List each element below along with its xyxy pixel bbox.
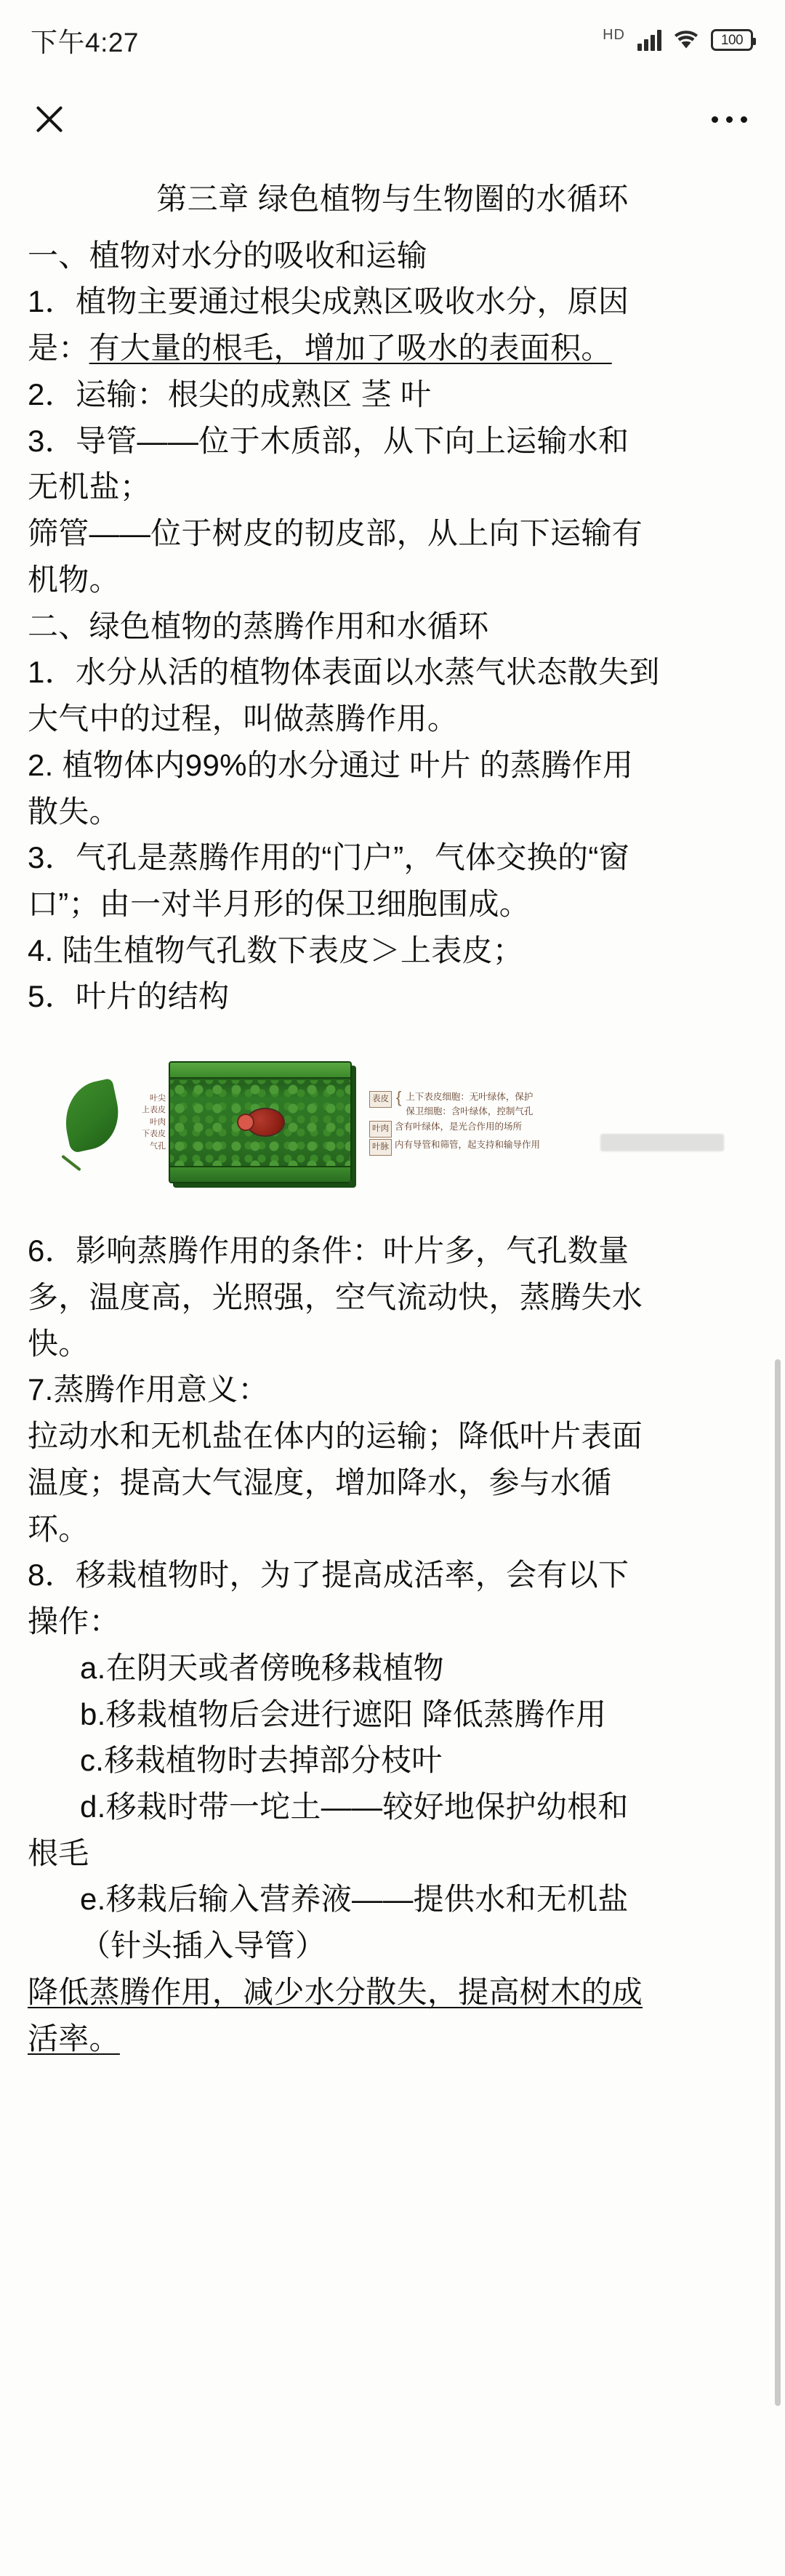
figure-label: 叶肉	[150, 1117, 166, 1127]
figure-label: 上表皮	[142, 1106, 166, 1115]
body-line: 2. 植物体内99%的水分通过 叶片 的蒸腾作用	[28, 747, 634, 782]
closing-line	[28, 2016, 757, 2061]
figure-note-tag: 叶肉	[369, 1121, 392, 1138]
status-bar	[0, 0, 785, 80]
body-line: 8．移栽植物时，为了提高成活率，会有以下	[28, 1558, 629, 1593]
more-options-icon[interactable]	[712, 116, 747, 123]
body-line-prefix: 是：	[28, 331, 89, 366]
list-item: e.移栽后输入营养液——提供水和无机盐	[80, 1882, 629, 1917]
figure-label: 叶尖	[150, 1093, 166, 1103]
wifi-icon	[674, 30, 699, 50]
list-item: （针头插入导管）	[80, 1928, 326, 1963]
body-line: 无机盐；	[28, 470, 151, 504]
closing-line	[28, 1970, 757, 2015]
figure-label: 下表皮	[142, 1130, 166, 1139]
list-item: c.移栽植物时去掉部分枝叶	[80, 1743, 443, 1778]
section-heading-2: 二、绿色植物的蒸腾作用和水循环	[28, 608, 489, 643]
leaf-icon	[55, 1079, 125, 1166]
figure-note-item: 上下表皮细胞：无叶绿体，保护	[406, 1091, 534, 1102]
body-line: 1．水分从活的植物体表面以水蒸气状态散失到	[28, 655, 660, 690]
figure-label: 气孔	[150, 1141, 166, 1151]
underlined-text: 活率。	[28, 2021, 120, 2056]
nav-bar	[0, 80, 785, 158]
hd-icon: HD	[603, 27, 625, 43]
underlined-text: 有大量的根毛，增加了吸水的表面积。	[89, 331, 612, 366]
leaf-cross-section-illustration	[169, 1061, 352, 1183]
body-line: 1．植物主要通过根尖成熟区吸收水分，原因	[28, 284, 629, 319]
figure-notes	[352, 1087, 757, 1156]
section-heading-1: 一、植物对水分的吸收和运输	[28, 238, 427, 273]
list-item: 根毛	[28, 1835, 89, 1870]
figure-note-items	[406, 1090, 533, 1119]
scrollbar[interactable]	[775, 1359, 781, 2406]
page-title: 第三章 绿色植物与生物圈的水循环	[156, 182, 629, 216]
body-line: 3．气孔是蒸腾作用的“门户”，气体交换的“窗	[28, 840, 629, 875]
body-line: 快。	[28, 1326, 89, 1361]
close-icon[interactable]	[31, 100, 68, 138]
body-line: 口”；由一对半月形的保卫细胞围成。	[28, 886, 531, 921]
figure-note-tag: 表皮	[369, 1091, 392, 1108]
document-body	[0, 179, 785, 2061]
figure-note-tag: 叶脉	[369, 1139, 392, 1156]
body-line: 大气中的过程，叫做蒸腾作用。	[28, 701, 459, 736]
figure-note-row	[369, 1087, 757, 1119]
figure-note-item: 含有叶绿体，是光合作用的场所	[395, 1121, 523, 1132]
body-line: 3．导管——位于木质部，从下向上运输水和	[28, 423, 629, 458]
body-line: 环。	[28, 1511, 89, 1546]
leaf-structure-figure	[28, 1050, 757, 1195]
status-time: 下午4:27	[31, 28, 140, 57]
body-line	[28, 326, 757, 371]
signal-icon	[637, 29, 661, 51]
body-line: 温度；提高大气湿度，增加降水，参与水循	[28, 1465, 612, 1500]
figure-watermark	[600, 1134, 724, 1151]
figure-note-items	[395, 1119, 522, 1135]
body-line: 拉动水和无机盐在体内的运输；降低叶片表面	[28, 1419, 643, 1454]
body-line: 机物。	[28, 562, 120, 597]
status-indicators	[603, 28, 753, 52]
figure-leaf-labels	[129, 1092, 169, 1153]
body-line: 7.蒸腾作用意义：	[28, 1372, 269, 1407]
battery-icon	[711, 29, 753, 51]
body-line: 5．叶片的结构	[28, 979, 230, 1014]
body-line: 操作：	[28, 1604, 120, 1639]
figure-note-item: 内有导管和筛管，起支持和输导作用	[395, 1139, 541, 1150]
list-item: a.在阴天或者傍晚移栽植物	[80, 1650, 444, 1685]
figure-note-item: 保卫细胞：含叶绿体，控制气孔	[406, 1106, 534, 1117]
body-line: 多，温度高，光照强，空气流动快，蒸腾失水	[28, 1279, 643, 1314]
list-item: b.移栽植物后会进行遮阳 降低蒸腾作用	[80, 1696, 607, 1731]
underlined-text: 降低蒸腾作用，减少水分散失，提高树木的成	[28, 1974, 643, 2009]
brace-icon: {	[396, 1087, 402, 1106]
list-item: d.移栽时带一坨土——较好地保护幼根和	[80, 1789, 629, 1824]
figure-note-items	[395, 1138, 540, 1153]
body-line: 散失。	[28, 794, 120, 829]
body-line: 6．影响蒸腾作用的条件：叶片多，气孔数量	[28, 1233, 629, 1268]
body-line: 筛管——位于树皮的韧皮部，从上向下运输有	[28, 516, 643, 551]
body-line: 2．运输：根尖的成熟区 茎 叶	[28, 377, 432, 411]
battery-level: 100	[720, 32, 744, 48]
body-line: 4. 陆生植物气孔数下表皮＞上表皮；	[28, 933, 524, 967]
